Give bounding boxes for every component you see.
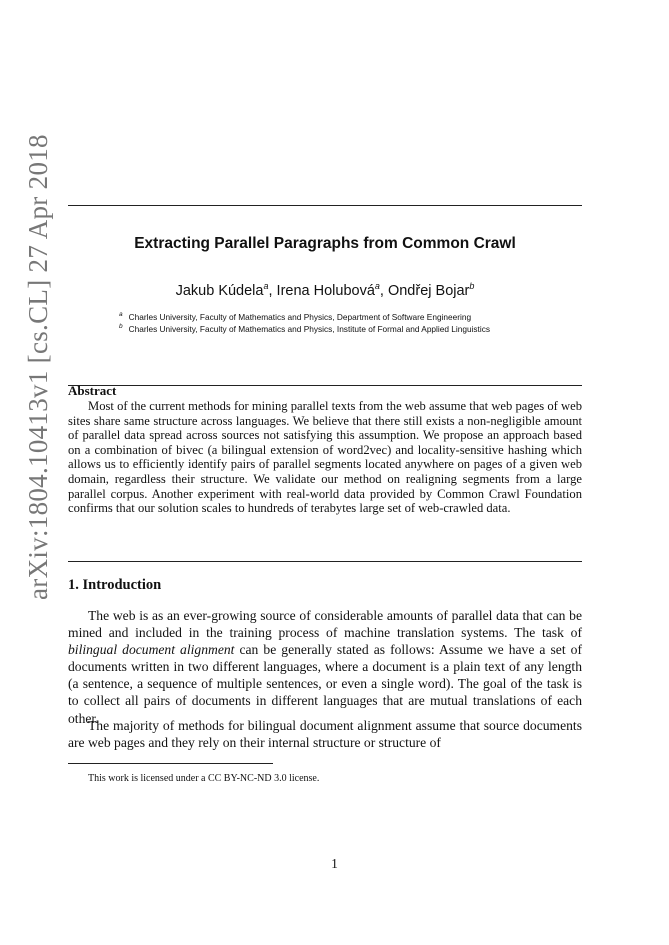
top-rule [68, 205, 582, 206]
author-name: Jakub Kúdela [175, 282, 264, 299]
emphasized-term: bilingual document alignment [68, 642, 235, 658]
paper-title: Extracting Parallel Paragraphs from Common Crawl [134, 235, 516, 252]
intro-paragraph: The majority of methods for bilingual document alignment assume that source documents are web pages and they rely on their internal structure or structure of [68, 718, 582, 751]
affiliation-text: Charles University, Faculty of Mathematics and Physics, Institute of Formal and Applied Linguistics [128, 323, 491, 334]
intro-paragraph [68, 607, 582, 727]
author-list: Jakub Kúdela$^a$, Irena Holubová$^a$, Ondřej Bojar$^b$ [175, 281, 475, 299]
abstract-heading: Abstract [68, 383, 117, 398]
abstract-text: Most of the current methods for mining parallel texts from the web assume that web pages of web sites share same structure across languages. We believe that there still exists a non-negligible amount of parallel data spread across sources not satisfying this assumption. We propose an approach based on a combination of bivec (a bilingual extension of word2vec) and locality-sensitive hashing which allows us to efficiently identify pairs of parallel segments located anywhere on pages of a given web domain, regardless their structure. We validate our method on realigning segments from a large parallel corpus. Another experiment with real-world data provided by Common Crawl Foundation confirms that our solution scales to hundreds of terabytes large set of web-crawled data. [68, 399, 582, 516]
footnote-rule [68, 763, 273, 764]
author-name: Ondřej Bojar [387, 282, 470, 299]
affiliation [119, 311, 471, 322]
arxiv-identifier: arXiv:1804.10413v1 [cs.CL] 27 Apr 2018 [23, 134, 53, 600]
abstract-rule [68, 385, 582, 386]
section-rule [68, 561, 582, 562]
affiliation [119, 323, 490, 334]
author-mark: a [374, 281, 380, 291]
page-number: 1 [331, 856, 338, 871]
author-name: Irena Holubová [276, 282, 375, 299]
section-heading: 1. Introduction [68, 577, 162, 593]
affiliation-text: Charles University, Faculty of Mathematics and Physics, Department of Software Engineering [128, 311, 472, 322]
paragraph-text: The web is as an ever-growing source of considerable amounts of parallel data that can be mined and included in the training process of machine translation systems. The task of [68, 608, 582, 641]
license-footnote: This work is licensed under a CC BY-NC-ND 3.0 license. [88, 773, 320, 784]
affiliation-mark: a [119, 311, 123, 318]
paragraph-text: can be generally stated as follows: Assume we have a set of documents written in two different languages, where a document is a plain text of any length (a sentence, a sequence of multiple sentences, or even a single word). The goal of the task is to collect all pairs of documents in different languages that are mutual translations of each other. [68, 642, 582, 726]
author-mark: b [469, 281, 475, 291]
affiliation-mark: b [119, 323, 123, 330]
author-mark: a [263, 281, 269, 291]
